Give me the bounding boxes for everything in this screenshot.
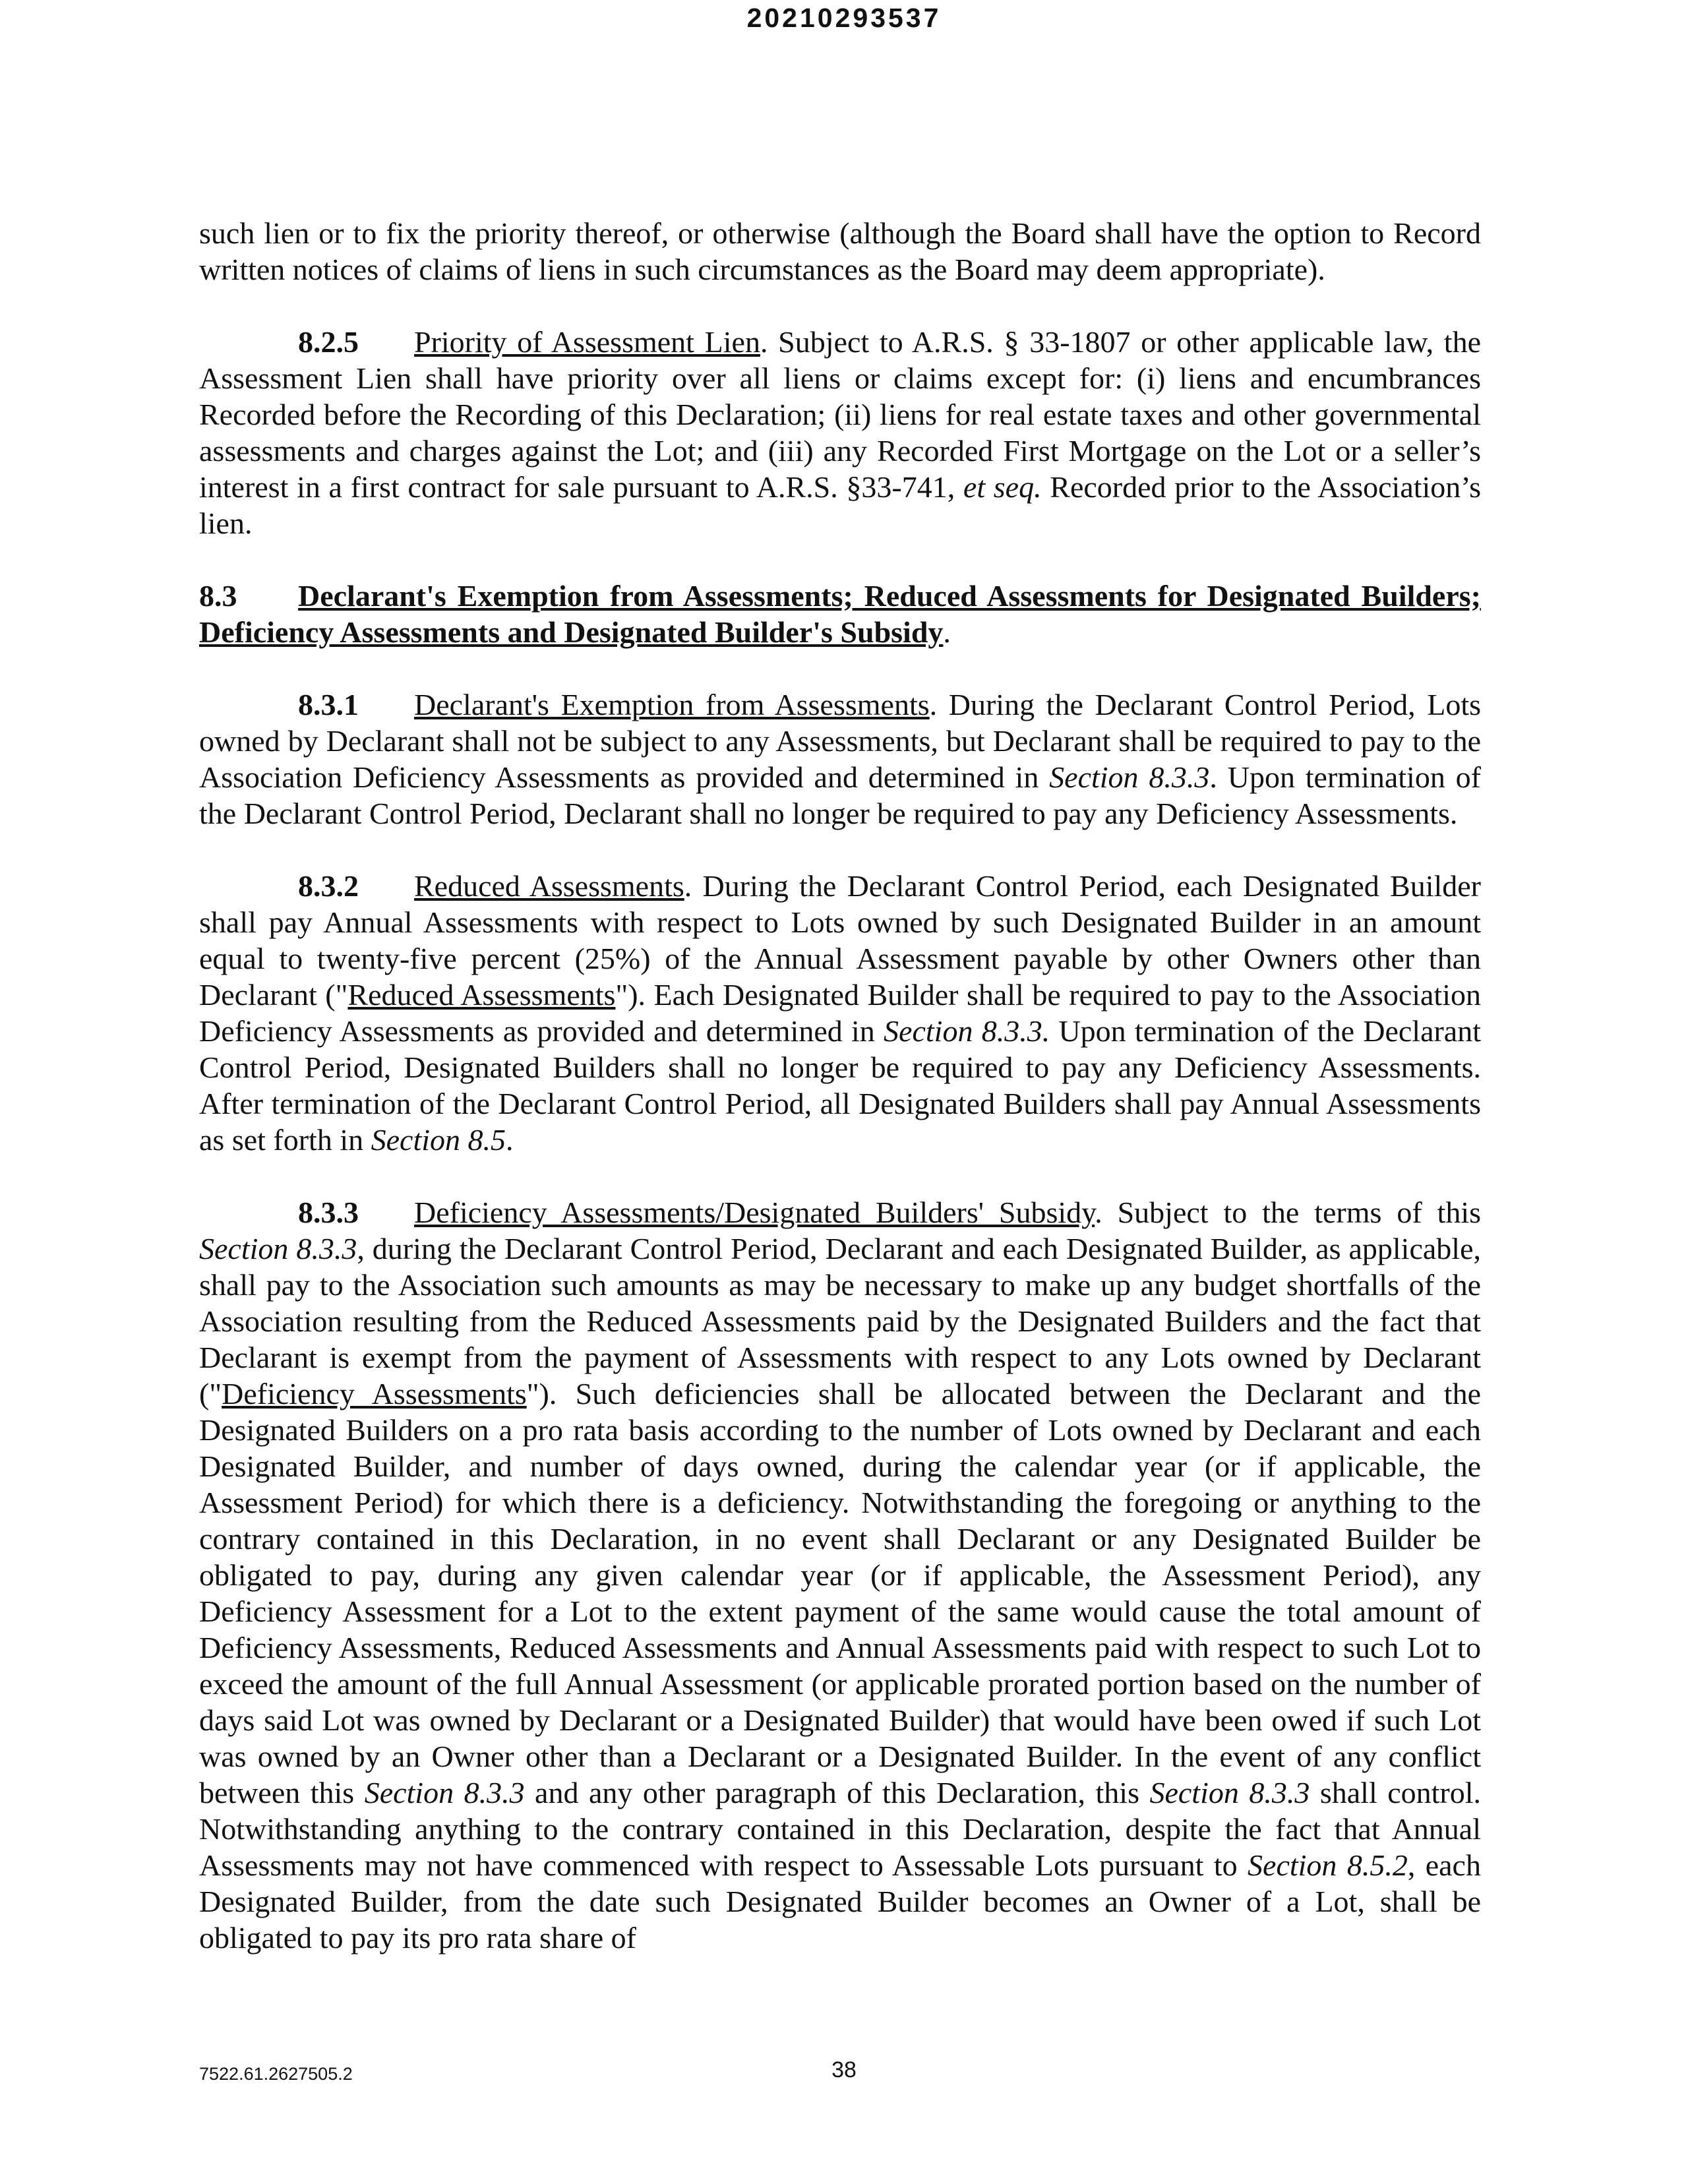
- paragraph-continuation: such lien or to fix the priority thereof, or otherwise (although the Board shall have the option to Record written notices of claims of liens in such circumstances as the Board may deem appropriate).: [199, 216, 1481, 286]
- section-8-3-2: 8.3.2 Reduced Assessments. During the Declarant Control Period, each Designated Builder shall pay Annual Assessments with respect to Lots owned by such Designated Builder in an amount equal to twenty-five percent (25%) of the Annual Assessment payable by other Owners other than Declarant ("Reduced Assessments"). Each Designated Builder shall be required to pay to the Association Deficiency Assessments as provided and determined in Section 8.3.3. Upon termination of the Declarant Control Period, Designated Builders shall no longer be required to pay any Deficiency Assessments. After termination of the Declarant Control Period, all Designated Builders shall pay Annual Assessments as set forth in Section 8.5.: [199, 869, 1482, 1157]
- document-body: [199, 215, 1481, 1956]
- section-reference: Section 8.3.3: [1049, 760, 1210, 794]
- section-number: 8.3.2: [298, 869, 359, 903]
- section-number: 8.2.5: [298, 325, 359, 359]
- section-heading: Priority of Assessment Lien: [414, 325, 760, 359]
- footer-document-id: 7522.61.2627505.2: [199, 2064, 353, 2084]
- recording-number: 20210293537: [746, 3, 942, 33]
- section-number: 8.3: [199, 579, 237, 613]
- section-number: 8.3.3: [298, 1196, 359, 1229]
- section-8-3-heading: 8.3 Declarant's Exemption from Assessments; Reduced Assessments for Designated Builders; Deficiency Assessments and Designated Builder's Subsidy.: [199, 579, 1481, 649]
- defined-term: Deficiency Assessments: [222, 1377, 527, 1410]
- section-8-3-1: 8.3.1 Declarant's Exemption from Assessments. During the Declarant Control Period, Lots owned by Declarant shall not be subject to any Assessments, but Declarant shall be required to pay to the Association Deficiency Assessments as provided and determined in Section 8.3.3. Upon termination of the Declarant Control Period, Declarant shall no longer be required to pay any Deficiency Assessments.: [199, 688, 1481, 830]
- section-heading: Deficiency Assessments/Designated Builders' Subsidy: [414, 1196, 1095, 1229]
- section-reference: Section 8.5: [371, 1123, 506, 1157]
- section-number: 8.3.1: [298, 688, 359, 721]
- section-reference: Section 8.3.3: [364, 1776, 525, 1809]
- section-reference: Section 8.3.3: [199, 1232, 357, 1265]
- defined-term: Reduced Assessments: [347, 978, 616, 1012]
- section-reference: Section 8.3.3.: [884, 1014, 1050, 1048]
- page-number: 38: [831, 2057, 857, 2082]
- section-heading: Reduced Assessments: [414, 869, 684, 903]
- section-reference: Section 8.3.3: [1149, 1776, 1310, 1809]
- section-8-2-5: 8.2.5 Priority of Assessment Lien. Subject to A.R.S. § 33-1807 or other applicable law, the Assessment Lien shall have priority over all liens or claims except for: (i) liens and encumbrances Recorded before the Recording of this Declaration; (ii) liens for real estate taxes and other governmental assessments and charges against the Lot; and (iii) any Recorded First Mortgage on the Lot or a seller’s interest in a first contract for sale pursuant to A.R.S. §33-741, et seq. Recorded prior to the Association’s lien.: [199, 325, 1481, 540]
- section-heading: Declarant's Exemption from Assessments: [414, 688, 930, 721]
- section-reference: Section 8.5.2: [1248, 1848, 1408, 1882]
- section-8-3-3: 8.3.3 Deficiency Assessments/Designated Builders' Subsidy. Subject to the terms of this Section 8.3.3, during the Declarant Control Period, Declarant and each Designated Builder, as applicable, shall pay to the Association such amounts as may be necessary to make up any budget shortfalls of the Association resulting from the Reduced Assessments paid by the Designated Builders and the fact that Declarant is exempt from the payment of Assessments with respect to any Lots owned by Declarant ("Deficiency Assessments"). Such deficiencies shall be allocated between the Declarant and the Designated Builders on a pro rata basis according to the number of Lots owned by Declarant and each Designated Builder, and number of days owned, during the calendar year (or if applicable, the Assessment Period) for which there is a deficiency. Notwithstanding the foregoing or anything to the contrary contained in this Declaration, in no event shall Declarant or any Designated Builder be obligated to pay, during any given calendar year (or if applicable, the Assessment Period), any Deficiency Assessment for a Lot to the extent payment of the same would cause the total amount of Deficiency Assessments, Reduced Assessments and Annual Assessments paid with respect to such Lot to exceed the amount of the full Annual Assessment (or applicable prorated portion based on the number of days said Lot was owned by Declarant or a Designated Builder) that would have been owed if such Lot was owned by an Owner other than a Declarant or a Designated Builder. In the event of any conflict between this Section 8.3.3 and any other paragraph of this Declaration, this Section 8.3.3 shall control. Notwithstanding anything to the contrary contained in this Declaration, despite the fact that Annual Assessments may not have commenced with respect to Assessable Lots pursuant to Section 8.5.2, each Designated Builder, from the date such Designated Builder becomes an Owner of a Lot, shall be obligated to pay its pro rata share of: [199, 1196, 1482, 1955]
- section-heading: Declarant's Exemption from Assessments; Reduced Assessments for Designated Builders; Deficiency Assessments and Designated Builder's Subsidy: [199, 579, 1481, 649]
